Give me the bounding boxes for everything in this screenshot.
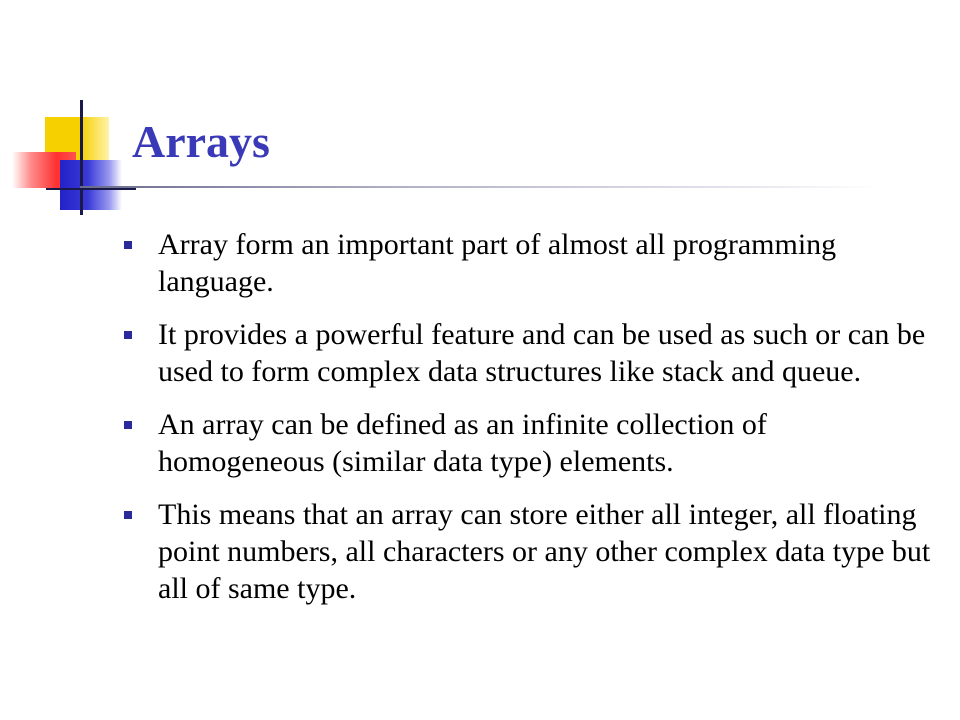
bullet-list bbox=[118, 226, 938, 623]
bullet-item bbox=[118, 496, 938, 607]
bullet-text: Array form an important part of almost all programming language. bbox=[158, 228, 837, 298]
decor-vertical-line bbox=[80, 100, 83, 215]
bullet-text: An array can be defined as an infinite collection of homogeneous (similar data type) elements. bbox=[158, 408, 767, 478]
bullet-item bbox=[118, 406, 938, 480]
bullet-item bbox=[118, 316, 938, 390]
bullet-square-icon bbox=[124, 421, 132, 429]
bullet-square-icon bbox=[124, 331, 132, 339]
slide-title: Arrays bbox=[132, 116, 270, 167]
title-underline bbox=[80, 186, 880, 188]
bullet-text: It provides a powerful feature and can be used as such or can be used to form complex data structures like stack and queue. bbox=[158, 318, 926, 388]
decor-horizontal-line bbox=[46, 188, 136, 190]
title-decoration bbox=[0, 0, 140, 230]
bullet-square-icon bbox=[124, 241, 132, 249]
decor-blue-square bbox=[60, 160, 122, 210]
bullet-square-icon bbox=[124, 511, 132, 519]
bullet-item bbox=[118, 226, 938, 300]
bullet-text: This means that an array can store either all integer, all floating point numbers, all characters or any other complex data type but all of same type. bbox=[158, 498, 931, 605]
